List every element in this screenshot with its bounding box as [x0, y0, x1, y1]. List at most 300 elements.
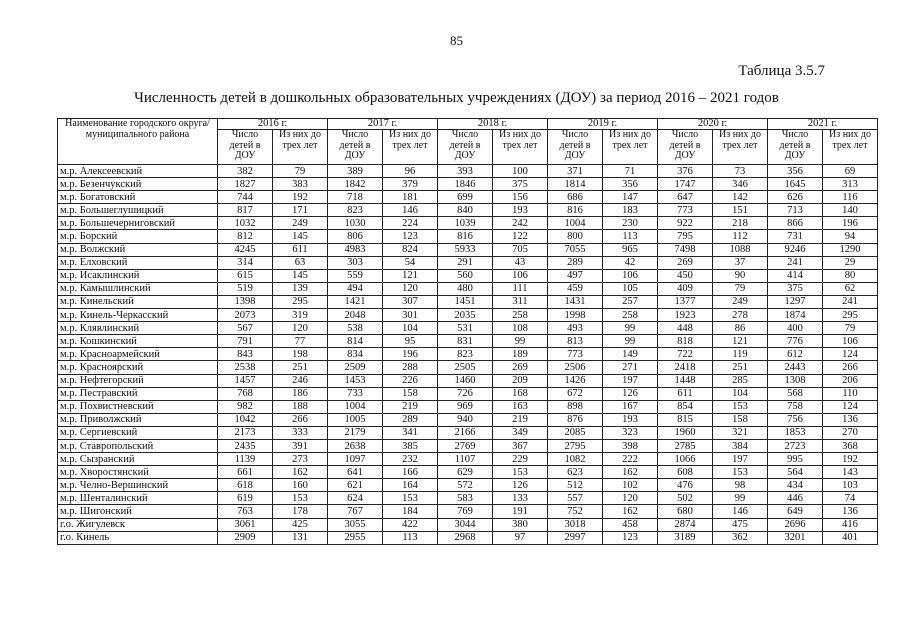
cell-children-under3: 251: [273, 361, 328, 374]
cell-children-total: 1645: [768, 178, 823, 191]
cell-children-under3: 193: [603, 413, 658, 426]
municipality-name: г.о. Кинель: [58, 531, 218, 544]
cell-children-total: 815: [658, 413, 713, 426]
cell-children-under3: 183: [603, 204, 658, 217]
cell-children-under3: 232: [383, 453, 438, 466]
cell-children-total: 583: [438, 492, 493, 505]
cell-children-total: 5933: [438, 243, 493, 256]
cell-children-under3: 321: [713, 426, 768, 439]
cell-children-total: 649: [768, 505, 823, 518]
table-row: [58, 492, 878, 505]
cell-children-under3: 258: [493, 309, 548, 322]
table-row: [58, 505, 878, 518]
municipality-name: м.р. Кошкинский: [58, 335, 218, 348]
cell-children-total: 1032: [218, 217, 273, 230]
cell-children-under3: 164: [383, 479, 438, 492]
cell-children-total: 686: [548, 191, 603, 204]
municipality-name: м.р. Хворостянский: [58, 466, 218, 479]
cell-children-under3: 246: [273, 374, 328, 387]
table-row: [58, 439, 878, 452]
cell-children-total: 840: [438, 204, 493, 217]
cell-children-under3: 249: [713, 295, 768, 308]
table-row: [58, 479, 878, 492]
cell-children-under3: 266: [273, 413, 328, 426]
cell-children-under3: 74: [823, 492, 878, 505]
cell-children-total: 608: [658, 466, 713, 479]
cell-children-under3: 166: [383, 466, 438, 479]
cell-children-under3: 104: [383, 322, 438, 335]
cell-children-under3: 1290: [823, 243, 878, 256]
cell-children-under3: 249: [273, 217, 328, 230]
cell-children-under3: 285: [713, 374, 768, 387]
cell-children-under3: 379: [383, 178, 438, 191]
cell-children-total: 1030: [328, 217, 383, 230]
cell-children-under3: 112: [713, 230, 768, 243]
cell-children-total: 831: [438, 335, 493, 348]
table-row: [58, 204, 878, 217]
cell-children-total: 1039: [438, 217, 493, 230]
header-sub-total: Число детей в ДОУ: [548, 130, 603, 165]
cell-children-under3: 241: [823, 295, 878, 308]
cell-children-under3: 71: [603, 165, 658, 178]
cell-children-under3: 121: [383, 269, 438, 282]
cell-children-total: 767: [328, 505, 383, 518]
cell-children-under3: 319: [273, 309, 328, 322]
cell-children-total: 817: [218, 204, 273, 217]
table-row: [58, 413, 878, 426]
cell-children-under3: 145: [273, 230, 328, 243]
cell-children-total: 713: [768, 204, 823, 217]
cell-children-under3: 158: [713, 413, 768, 426]
cell-children-total: 434: [768, 479, 823, 492]
table-row: [58, 178, 878, 191]
cell-children-total: 791: [218, 335, 273, 348]
cell-children-under3: 289: [383, 413, 438, 426]
table-row: [58, 387, 878, 400]
cell-children-total: 814: [328, 335, 383, 348]
cell-children-total: 3189: [658, 531, 713, 544]
municipality-name: м.р. Клявлинский: [58, 322, 218, 335]
cell-children-total: 982: [218, 400, 273, 413]
cell-children-total: 621: [328, 479, 383, 492]
cell-children-under3: 142: [713, 191, 768, 204]
cell-children-total: 7055: [548, 243, 603, 256]
cell-children-under3: 218: [713, 217, 768, 230]
cell-children-total: 2538: [218, 361, 273, 374]
cell-children-under3: 98: [713, 479, 768, 492]
cell-children-under3: 37: [713, 256, 768, 269]
cell-children-under3: 146: [713, 505, 768, 518]
cell-children-under3: 42: [603, 256, 658, 269]
cell-children-under3: 1088: [713, 243, 768, 256]
cell-children-total: 854: [658, 400, 713, 413]
cell-children-total: 876: [548, 413, 603, 426]
cell-children-under3: 80: [823, 269, 878, 282]
cell-children-under3: 288: [383, 361, 438, 374]
cell-children-under3: 120: [603, 492, 658, 505]
cell-children-under3: 123: [603, 531, 658, 544]
cell-children-total: 2506: [548, 361, 603, 374]
cell-children-total: 493: [548, 322, 603, 335]
cell-children-total: 812: [218, 230, 273, 243]
cell-children-total: 612: [768, 348, 823, 361]
cell-children-under3: 102: [603, 479, 658, 492]
cell-children-total: 1431: [548, 295, 603, 308]
cell-children-under3: 162: [603, 505, 658, 518]
cell-children-total: 572: [438, 479, 493, 492]
cell-children-total: 623: [548, 466, 603, 479]
cell-children-total: 1842: [328, 178, 383, 191]
cell-children-under3: 475: [713, 518, 768, 531]
cell-children-under3: 96: [383, 165, 438, 178]
cell-children-under3: 124: [823, 348, 878, 361]
cell-children-under3: 824: [383, 243, 438, 256]
cell-children-total: 1814: [548, 178, 603, 191]
cell-children-under3: 341: [383, 426, 438, 439]
cell-children-under3: 131: [273, 531, 328, 544]
municipality-name: м.р. Безенчукский: [58, 178, 218, 191]
cell-children-total: 567: [218, 322, 273, 335]
cell-children-total: 661: [218, 466, 273, 479]
municipality-name: м.р. Елховский: [58, 256, 218, 269]
cell-children-under3: 100: [493, 165, 548, 178]
cell-children-under3: 158: [383, 387, 438, 400]
cell-children-total: 375: [768, 282, 823, 295]
municipality-name: м.р. Большеглушицкий: [58, 204, 218, 217]
cell-children-total: 2795: [548, 439, 603, 452]
cell-children-total: 4983: [328, 243, 383, 256]
cell-children-total: 559: [328, 269, 383, 282]
cell-children-total: 818: [658, 335, 713, 348]
cell-children-total: 624: [328, 492, 383, 505]
cell-children-total: 389: [328, 165, 383, 178]
cell-children-under3: 133: [493, 492, 548, 505]
cell-children-total: 722: [658, 348, 713, 361]
cell-children-total: 382: [218, 165, 273, 178]
cell-children-total: 1082: [548, 453, 603, 466]
cell-children-total: 2085: [548, 426, 603, 439]
table-row: [58, 282, 878, 295]
cell-children-total: 289: [548, 256, 603, 269]
cell-children-under3: 103: [823, 479, 878, 492]
municipality-name: м.р. Борский: [58, 230, 218, 243]
municipality-name: м.р. Алексеевский: [58, 165, 218, 178]
cell-children-total: 241: [768, 256, 823, 269]
header-year: 2019 г.: [548, 119, 658, 130]
cell-children-under3: 167: [603, 400, 658, 413]
cell-children-total: 2723: [768, 439, 823, 452]
cell-children-total: 1457: [218, 374, 273, 387]
cell-children-under3: 375: [493, 178, 548, 191]
cell-children-total: 9246: [768, 243, 823, 256]
cell-children-total: 371: [548, 165, 603, 178]
cell-children-under3: 126: [603, 387, 658, 400]
cell-children-under3: 206: [823, 374, 878, 387]
cell-children-under3: 311: [493, 295, 548, 308]
cell-children-total: 2509: [328, 361, 383, 374]
cell-children-total: 2435: [218, 439, 273, 452]
table-row: [58, 400, 878, 413]
cell-children-total: 2179: [328, 426, 383, 439]
cell-children-total: 922: [658, 217, 713, 230]
cell-children-total: 2696: [768, 518, 823, 531]
cell-children-total: 1398: [218, 295, 273, 308]
cell-children-under3: 362: [713, 531, 768, 544]
cell-children-total: 816: [548, 204, 603, 217]
table-row: [58, 269, 878, 282]
cell-children-total: 446: [768, 492, 823, 505]
cell-children-total: 1846: [438, 178, 493, 191]
cell-children-under3: 63: [273, 256, 328, 269]
cell-children-total: 3201: [768, 531, 823, 544]
cell-children-under3: 143: [823, 466, 878, 479]
cell-children-total: 2785: [658, 439, 713, 452]
cell-children-under3: 705: [493, 243, 548, 256]
cell-children-under3: 140: [823, 204, 878, 217]
cell-children-total: 7498: [658, 243, 713, 256]
cell-children-total: 512: [548, 479, 603, 492]
cell-children-total: 806: [328, 230, 383, 243]
header-sub-total: Число детей в ДОУ: [328, 130, 383, 165]
cell-children-under3: 153: [383, 492, 438, 505]
cell-children-total: 1005: [328, 413, 383, 426]
cell-children-total: 356: [768, 165, 823, 178]
cell-children-total: 3055: [328, 518, 383, 531]
cell-children-total: 1097: [328, 453, 383, 466]
header-sub-under3: Из них до трех лет: [383, 130, 438, 165]
table-title: Численность детей в дошкольных образовательных учреждениях (ДОУ) за период 2016 – 2021 годов: [134, 90, 779, 106]
cell-children-under3: 126: [493, 479, 548, 492]
cell-children-total: 647: [658, 191, 713, 204]
cell-children-under3: 106: [603, 269, 658, 282]
cell-children-under3: 258: [603, 309, 658, 322]
cell-children-total: 1042: [218, 413, 273, 426]
cell-children-total: 615: [218, 269, 273, 282]
cell-children-under3: 226: [383, 374, 438, 387]
header-sub-under3: Из них до трех лет: [823, 130, 878, 165]
cell-children-under3: 333: [273, 426, 328, 439]
cell-children-under3: 79: [823, 322, 878, 335]
cell-children-under3: 186: [273, 387, 328, 400]
cell-children-under3: 124: [823, 400, 878, 413]
cell-children-total: 756: [768, 413, 823, 426]
cell-children-under3: 273: [273, 453, 328, 466]
cell-children-under3: 269: [493, 361, 548, 374]
cell-children-under3: 168: [493, 387, 548, 400]
cell-children-under3: 119: [713, 348, 768, 361]
cell-children-under3: 266: [823, 361, 878, 374]
cell-children-total: 1308: [768, 374, 823, 387]
cell-children-under3: 113: [383, 531, 438, 544]
cell-children-under3: 99: [603, 322, 658, 335]
cell-children-under3: 398: [603, 439, 658, 452]
municipality-name: м.р. Красноярский: [58, 361, 218, 374]
table-row: [58, 217, 878, 230]
cell-children-total: 557: [548, 492, 603, 505]
cell-children-total: 2073: [218, 309, 273, 322]
children-preschool-table: [57, 118, 878, 545]
cell-children-under3: 222: [603, 453, 658, 466]
municipality-name: м.р. Большечерниговский: [58, 217, 218, 230]
cell-children-total: 1998: [548, 309, 603, 322]
table-row: [58, 322, 878, 335]
cell-children-total: 773: [658, 204, 713, 217]
header-year: 2020 г.: [658, 119, 768, 130]
cell-children-under3: 197: [713, 453, 768, 466]
cell-children-total: 2638: [328, 439, 383, 452]
cell-children-total: 726: [438, 387, 493, 400]
cell-children-under3: 153: [713, 466, 768, 479]
cell-children-under3: 29: [823, 256, 878, 269]
cell-children-total: 1004: [328, 400, 383, 413]
table-row: [58, 518, 878, 531]
cell-children-under3: 197: [603, 374, 658, 387]
cell-children-total: 519: [218, 282, 273, 295]
cell-children-total: 1377: [658, 295, 713, 308]
cell-children-under3: 95: [383, 335, 438, 348]
cell-children-total: 459: [548, 282, 603, 295]
cell-children-under3: 136: [823, 413, 878, 426]
municipality-name: м.р. Волжский: [58, 243, 218, 256]
cell-children-total: 1004: [548, 217, 603, 230]
cell-children-under3: 139: [273, 282, 328, 295]
cell-children-under3: 383: [273, 178, 328, 191]
cell-children-under3: 391: [273, 439, 328, 452]
table-row: [58, 295, 878, 308]
municipality-name: м.р. Исаклинский: [58, 269, 218, 282]
cell-children-total: 502: [658, 492, 713, 505]
cell-children-total: 531: [438, 322, 493, 335]
cell-children-under3: 162: [603, 466, 658, 479]
cell-children-total: 2874: [658, 518, 713, 531]
municipality-name: м.р. Ставропольский: [58, 439, 218, 452]
table-row: [58, 453, 878, 466]
cell-children-under3: 191: [493, 505, 548, 518]
cell-children-under3: 153: [493, 466, 548, 479]
table-row: [58, 361, 878, 374]
cell-children-under3: 178: [273, 505, 328, 518]
cell-children-under3: 79: [273, 165, 328, 178]
cell-children-under3: 151: [713, 204, 768, 217]
cell-children-under3: 110: [823, 387, 878, 400]
cell-children-under3: 193: [493, 204, 548, 217]
municipality-name: м.р. Пестравский: [58, 387, 218, 400]
cell-children-total: 393: [438, 165, 493, 178]
cell-children-total: 763: [218, 505, 273, 518]
cell-children-under3: 149: [603, 348, 658, 361]
cell-children-under3: 401: [823, 531, 878, 544]
cell-children-under3: 425: [273, 518, 328, 531]
cell-children-under3: 108: [493, 322, 548, 335]
cell-children-under3: 43: [493, 256, 548, 269]
cell-children-total: 813: [548, 335, 603, 348]
cell-children-total: 2443: [768, 361, 823, 374]
cell-children-total: 376: [658, 165, 713, 178]
cell-children-total: 560: [438, 269, 493, 282]
cell-children-total: 672: [548, 387, 603, 400]
cell-children-under3: 121: [713, 335, 768, 348]
table-row: [58, 243, 878, 256]
cell-children-under3: 147: [603, 191, 658, 204]
cell-children-under3: 90: [713, 269, 768, 282]
cell-children-total: 2418: [658, 361, 713, 374]
table-body: [58, 165, 878, 545]
table-row: [58, 348, 878, 361]
cell-children-under3: 86: [713, 322, 768, 335]
cell-children-total: 866: [768, 217, 823, 230]
cell-children-total: 476: [658, 479, 713, 492]
cell-children-under3: 219: [493, 413, 548, 426]
cell-children-total: 769: [438, 505, 493, 518]
cell-children-under3: 105: [603, 282, 658, 295]
cell-children-under3: 368: [823, 439, 878, 452]
cell-children-under3: 295: [273, 295, 328, 308]
cell-children-total: 400: [768, 322, 823, 335]
municipality-name: м.р. Красноармейский: [58, 348, 218, 361]
cell-children-total: 816: [438, 230, 493, 243]
cell-children-under3: 99: [603, 335, 658, 348]
cell-children-total: 303: [328, 256, 383, 269]
cell-children-under3: 69: [823, 165, 878, 178]
cell-children-total: 758: [768, 400, 823, 413]
cell-children-under3: 209: [493, 374, 548, 387]
table-row: [58, 374, 878, 387]
cell-children-total: 731: [768, 230, 823, 243]
cell-children-under3: 257: [603, 295, 658, 308]
cell-children-under3: 99: [493, 335, 548, 348]
cell-children-under3: 181: [383, 191, 438, 204]
cell-children-total: 1453: [328, 374, 383, 387]
cell-children-total: 733: [328, 387, 383, 400]
cell-children-under3: 184: [383, 505, 438, 518]
cell-children-under3: 189: [493, 348, 548, 361]
cell-children-under3: 965: [603, 243, 658, 256]
cell-children-under3: 146: [383, 204, 438, 217]
cell-children-under3: 611: [273, 243, 328, 256]
cell-children-under3: 156: [493, 191, 548, 204]
cell-children-under3: 192: [273, 191, 328, 204]
cell-children-under3: 270: [823, 426, 878, 439]
cell-children-total: 1139: [218, 453, 273, 466]
header-name-col: Наименование городского округа/ муниципального района: [58, 119, 218, 165]
cell-children-total: 823: [328, 204, 383, 217]
header-year: 2021 г.: [768, 119, 878, 130]
cell-children-under3: 385: [383, 439, 438, 452]
cell-children-total: 718: [328, 191, 383, 204]
municipality-name: м.р. Похвистневский: [58, 400, 218, 413]
cell-children-total: 1853: [768, 426, 823, 439]
municipality-name: м.р. Шенталинский: [58, 492, 218, 505]
cell-children-total: 823: [438, 348, 493, 361]
cell-children-total: 641: [328, 466, 383, 479]
header-sub-total: Число детей в ДОУ: [768, 130, 823, 165]
cell-children-total: 2968: [438, 531, 493, 544]
cell-children-under3: 111: [493, 282, 548, 295]
cell-children-under3: 242: [493, 217, 548, 230]
cell-children-under3: 196: [823, 217, 878, 230]
cell-children-total: 1066: [658, 453, 713, 466]
cell-children-total: 898: [548, 400, 603, 413]
cell-children-total: 834: [328, 348, 383, 361]
cell-children-total: 480: [438, 282, 493, 295]
table-row: [58, 230, 878, 243]
cell-children-total: 768: [218, 387, 273, 400]
header-sub-under3: Из них до трех лет: [493, 130, 548, 165]
cell-children-under3: 162: [273, 466, 328, 479]
header-sub-total: Число детей в ДОУ: [658, 130, 713, 165]
cell-children-total: 618: [218, 479, 273, 492]
cell-children-under3: 163: [493, 400, 548, 413]
